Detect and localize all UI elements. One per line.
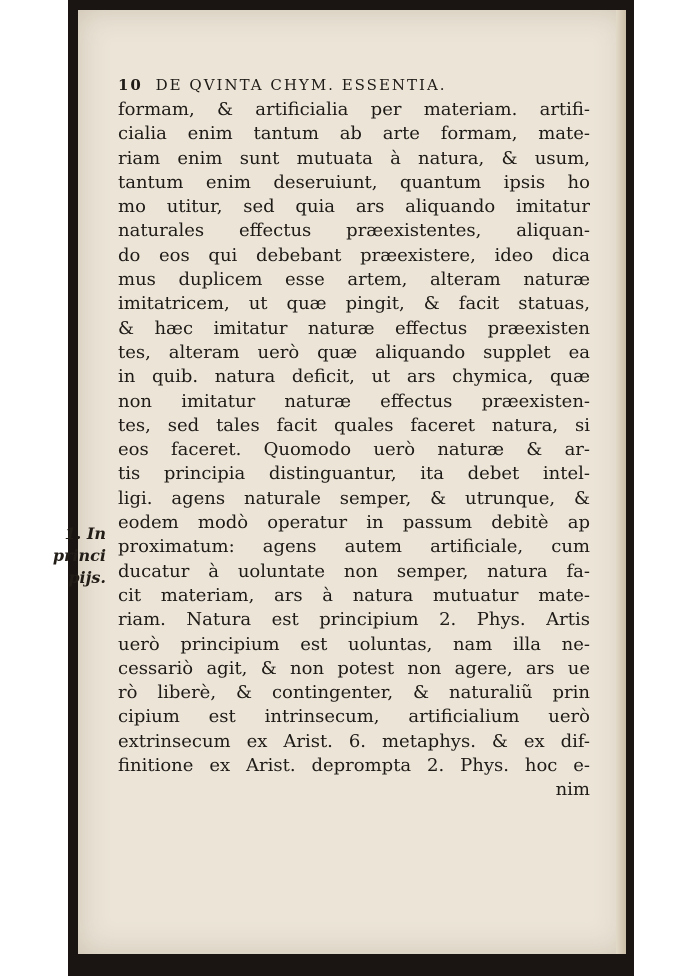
text-line: nim bbox=[555, 779, 590, 801]
text-line: cipium est intrinsecum, artificialium uerò bbox=[118, 706, 590, 728]
text-line: ducatur à uoluntate non semper, natura fa- bbox=[118, 560, 590, 582]
text-line: in quib. natura deficit, ut ars chymica, quæ bbox=[118, 366, 590, 388]
text-line: cit materiam, ars à natura mutuatur mate- bbox=[118, 584, 590, 606]
text-line: formam, & artificialia per materiam. artifi- bbox=[118, 99, 590, 120]
text-line: tes, sed tales facit quales faceret natura, si bbox=[118, 414, 590, 436]
text-line: tis principia distinguantur, ita debet intel- bbox=[118, 463, 590, 485]
text-line: & hæc imitatur naturæ effectus præexisten bbox=[118, 317, 590, 339]
margin-note bbox=[16, 523, 106, 589]
text-line: non imitatur naturæ effectus præexisten- bbox=[118, 390, 590, 412]
text-line: naturales effectus præexistentes, aliquan- bbox=[118, 220, 590, 242]
text-line: cessariò agit, & non potest non agere, ars ue bbox=[118, 657, 590, 679]
text-line: riam enim sunt mutuata à natura, & usum, bbox=[118, 147, 590, 169]
text-line: extrinsecum ex Arist. 6. metaphys. & ex dif- bbox=[118, 730, 590, 752]
text-line: eos faceret. Quomodo uerò naturæ & ar- bbox=[118, 439, 590, 461]
text-line: eodem modò operatur in passum debitè ap bbox=[118, 512, 590, 534]
text-line: tantum enim deseruiunt, quantum ipsis ho bbox=[118, 171, 590, 193]
body-text bbox=[118, 98, 590, 803]
text-line: imitatricem, ut quæ pingit, & facit statuas, bbox=[118, 293, 590, 315]
text-line: finitione ex Arist. deprompta 2. Phys. hoc e- bbox=[118, 755, 590, 777]
text-line: uerò principium est uoluntas, nam illa ne- bbox=[118, 633, 590, 655]
text-line: ligi. agens naturale semper, & utrunque, & bbox=[118, 487, 590, 509]
page-edge bbox=[616, 10, 626, 954]
margin-note-line: pijs. bbox=[68, 568, 106, 587]
text-line: mus duplicem esse artem, alteram naturæ bbox=[118, 269, 590, 291]
text-line: proximatum: agens autem artificiale, cum bbox=[118, 536, 590, 558]
page-header bbox=[118, 76, 588, 94]
page-number: 10 bbox=[118, 76, 143, 94]
text-line: rò liberè, & contingenter, & naturaliũ prin bbox=[118, 682, 590, 704]
text-line: mo utitur, sed quia ars aliquando imitatur bbox=[118, 196, 590, 218]
margin-note-line: 1. In princi bbox=[52, 524, 106, 565]
text-line: do eos qui debebant præexistere, ideo dica bbox=[118, 244, 590, 266]
text-line: riam. Natura est principium 2. Phys. Artis bbox=[118, 609, 590, 631]
text-line: cialia enim tantum ab arte formam, mate- bbox=[118, 123, 590, 145]
text-line: tes, alteram uerò quæ aliquando supplet ea bbox=[118, 341, 590, 363]
running-title: DE QVINTA CHYM. ESSENTIA. bbox=[155, 76, 447, 94]
